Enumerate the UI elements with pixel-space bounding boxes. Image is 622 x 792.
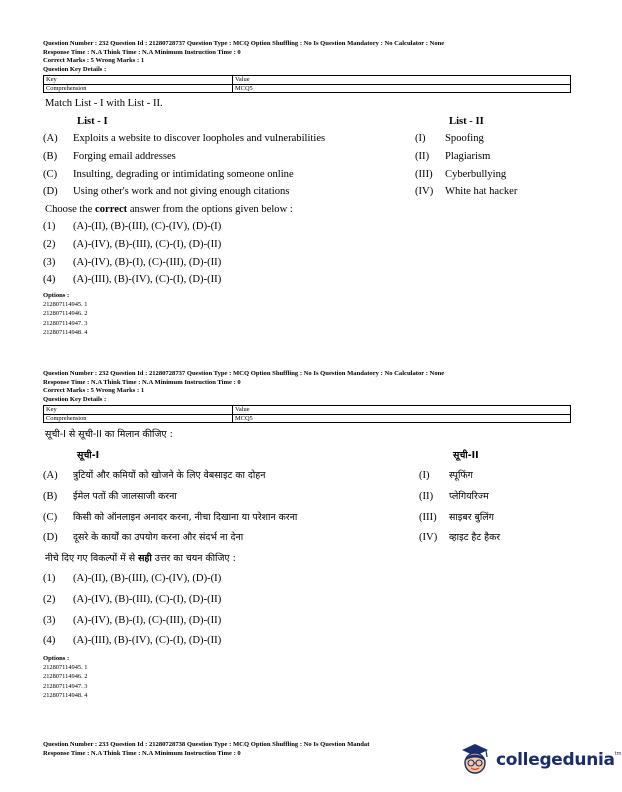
next-meta-line-1: Question Number : 233 Question Id : 21280728738 Question Type : MCQ Option Shuffling : No Is Question Mandat bbox=[43, 741, 370, 748]
row-text: किसी को ऑनलाइन अनादर करना, नीचा दिखाना या परेशान करना bbox=[73, 511, 298, 523]
instruction-pre: नीचे दिए गए विकल्पों में से bbox=[45, 552, 139, 564]
key-header: Key bbox=[44, 406, 233, 414]
value-cell: MCQ5 bbox=[233, 84, 571, 92]
choice-text: (A)-(II), (B)-(III), (C)-(IV), (D)-(I) bbox=[73, 221, 222, 233]
row-text: Insulting, degrading or intimidating someone online bbox=[73, 168, 294, 180]
choice-number: (3) bbox=[43, 256, 56, 268]
question-stem: सूची-I से सूची-II का मिलान कीजिए : bbox=[45, 429, 173, 441]
row-match-text: Cyberbullying bbox=[445, 168, 507, 180]
option-id-1: 212807114945. 1 bbox=[43, 300, 88, 308]
row-roman: (I) bbox=[419, 470, 430, 482]
next-question-meta bbox=[43, 741, 463, 758]
instruction bbox=[45, 549, 571, 570]
list-1-title: List - I bbox=[77, 115, 108, 127]
question-meta bbox=[43, 370, 571, 404]
match-row-d bbox=[43, 528, 571, 549]
choice-4 bbox=[43, 271, 571, 289]
row-match-text: स्पूफिंग bbox=[449, 470, 473, 482]
row-match-text: व्हाइट हैट हैकर bbox=[449, 532, 501, 544]
key-cell: Comprehension bbox=[44, 84, 233, 92]
choice-text: (A)-(IV), (B)-(I), (C)-(III), (D)-(II) bbox=[73, 614, 222, 626]
list-2-title: सूची-II bbox=[453, 449, 479, 461]
options-label: Options : bbox=[43, 291, 70, 299]
row-label: (D) bbox=[43, 532, 58, 544]
value-header: Value bbox=[233, 76, 571, 84]
row-text: Exploits a website to discover loopholes and vulnerabilities bbox=[73, 133, 326, 145]
row-roman: (III) bbox=[415, 168, 433, 180]
instruction-bold: correct bbox=[95, 203, 128, 215]
logo-text: collegedunia bbox=[496, 750, 615, 770]
row-label: (D) bbox=[43, 186, 58, 198]
choice-number: (2) bbox=[43, 593, 56, 605]
meta-line-4: Question Key Details : bbox=[43, 395, 107, 403]
choice-text: (A)-(IV), (B)-(III), (C)-(I), (D)-(II) bbox=[73, 593, 222, 605]
match-row-d bbox=[43, 183, 571, 201]
choice-text: (A)-(IV), (B)-(I), (C)-(III), (D)-(II) bbox=[73, 256, 222, 268]
question-key-table bbox=[43, 405, 571, 423]
row-text: Forging email addresses bbox=[73, 150, 176, 162]
choice-text: (A)-(II), (B)-(III), (C)-(IV), (D)-(I) bbox=[73, 573, 222, 585]
instruction bbox=[45, 201, 571, 219]
option-id-2: 212807114946. 2 bbox=[43, 310, 88, 318]
key-header: Key bbox=[44, 76, 233, 84]
instruction-pre: Choose the bbox=[45, 203, 96, 215]
choice-2 bbox=[43, 236, 571, 254]
options-list bbox=[43, 300, 571, 338]
option-id-3: 212807114947. 3 bbox=[43, 682, 88, 690]
meta-line-3: Correct Marks : 5 Wrong Marks : 1 bbox=[43, 387, 145, 395]
value-header: Value bbox=[233, 406, 571, 414]
match-row-b bbox=[43, 148, 571, 166]
option-id-3: 212807114947. 3 bbox=[43, 319, 88, 327]
choice-1 bbox=[43, 218, 571, 236]
choice-number: (1) bbox=[43, 221, 56, 233]
question-body bbox=[43, 95, 571, 289]
value-cell: MCQ5 bbox=[233, 414, 571, 422]
choice-text: (A)-(III), (B)-(IV), (C)-(I), (D)-(II) bbox=[73, 274, 222, 286]
row-match-text: साइबर बुलिंग bbox=[449, 511, 494, 523]
student-mascot-icon bbox=[458, 741, 492, 779]
match-row-b bbox=[43, 487, 571, 508]
row-match-text: White hat hacker bbox=[445, 186, 518, 198]
match-row-a bbox=[43, 130, 571, 148]
meta-line-4: Question Key Details : bbox=[43, 65, 107, 73]
choice-number: (1) bbox=[43, 573, 56, 585]
instruction-bold: सही bbox=[138, 552, 152, 564]
row-text: त्रुटियों और कमियों को खोजने के लिए वेबसाइट का दोहन bbox=[73, 470, 266, 482]
choice-number: (2) bbox=[43, 238, 56, 250]
row-roman: (IV) bbox=[415, 186, 434, 198]
row-match-text: Spoofing bbox=[445, 133, 484, 145]
list-2-title: List - II bbox=[449, 115, 484, 127]
meta-line-1: Question Number : 232 Question Id : 21280728737 Question Type : MCQ Option Shuffling : No Is Question Mandatory : No Calculator : None bbox=[43, 370, 445, 377]
row-label: (C) bbox=[43, 168, 58, 180]
choice-2 bbox=[43, 590, 571, 611]
row-match-text: प्लेगियरिज्म bbox=[449, 490, 489, 502]
question-key-table bbox=[43, 75, 571, 93]
meta-line-2: Response Time : N.A Think Time : N.A Minimum Instruction Time : 0 bbox=[43, 48, 241, 56]
row-roman: (II) bbox=[419, 490, 434, 502]
question-stem: Match List - I with List - II. bbox=[45, 98, 163, 110]
row-text: ईमेल पतों की जालसाजी करना bbox=[73, 490, 177, 502]
meta-line-1: Question Number : 232 Question Id : 21280728737 Question Type : MCQ Option Shuffling : No Is Question Mandatory : No Calculator : None bbox=[43, 40, 445, 47]
row-label: (A) bbox=[43, 470, 58, 482]
row-label: (A) bbox=[43, 133, 58, 145]
meta-line-2: Response Time : N.A Think Time : N.A Minimum Instruction Time : 0 bbox=[43, 378, 241, 386]
key-cell: Comprehension bbox=[44, 414, 233, 422]
question-body bbox=[43, 425, 571, 652]
meta-line-3: Correct Marks : 5 Wrong Marks : 1 bbox=[43, 57, 145, 65]
option-id-2: 212807114946. 2 bbox=[43, 673, 88, 681]
row-label: (C) bbox=[43, 511, 58, 523]
choice-number: (3) bbox=[43, 614, 56, 626]
row-roman: (II) bbox=[415, 150, 430, 162]
row-match-text: Plagiarism bbox=[445, 150, 491, 162]
choice-4 bbox=[43, 631, 571, 652]
choice-number: (4) bbox=[43, 274, 56, 286]
option-id-1: 212807114945. 1 bbox=[43, 663, 88, 671]
row-roman: (III) bbox=[419, 511, 437, 523]
list-headings bbox=[43, 113, 571, 131]
instruction-post: answer from the options given below : bbox=[127, 203, 293, 215]
list-1-title: सूची-I bbox=[77, 449, 100, 461]
option-id-4: 212807114948. 4 bbox=[43, 328, 88, 336]
list-headings bbox=[43, 446, 571, 467]
row-text: दूसरे के कार्यों का उपयोग करना और संदर्भ ना देना bbox=[73, 532, 244, 544]
question-232-hindi bbox=[43, 370, 571, 700]
question-232-english bbox=[43, 40, 571, 337]
row-text: Using other's work and not giving enough citations bbox=[73, 186, 290, 198]
match-row-c bbox=[43, 508, 571, 529]
match-row-c bbox=[43, 166, 571, 184]
collegedunia-logo bbox=[458, 741, 622, 779]
question-meta bbox=[43, 40, 571, 74]
choice-3 bbox=[43, 611, 571, 632]
row-roman: (I) bbox=[415, 133, 426, 145]
option-id-4: 212807114948. 4 bbox=[43, 691, 88, 699]
logo-trademark: tm bbox=[614, 751, 622, 757]
choice-number: (4) bbox=[43, 635, 56, 647]
choice-3 bbox=[43, 254, 571, 272]
instruction-post: उत्तर का चयन कीजिए : bbox=[151, 552, 236, 564]
choice-text: (A)-(IV), (B)-(III), (C)-(I), (D)-(II) bbox=[73, 238, 222, 250]
match-row-a bbox=[43, 466, 571, 487]
next-meta-line-2: Response Time : N.A Think Time : N.A Minimum Instruction Time : 0 bbox=[43, 749, 241, 757]
row-roman: (IV) bbox=[419, 532, 438, 544]
options-list bbox=[43, 663, 571, 701]
row-label: (B) bbox=[43, 150, 58, 162]
row-label: (B) bbox=[43, 490, 58, 502]
options-label: Options : bbox=[43, 654, 70, 662]
choice-text: (A)-(III), (B)-(IV), (C)-(I), (D)-(II) bbox=[73, 635, 222, 647]
choice-1 bbox=[43, 569, 571, 590]
